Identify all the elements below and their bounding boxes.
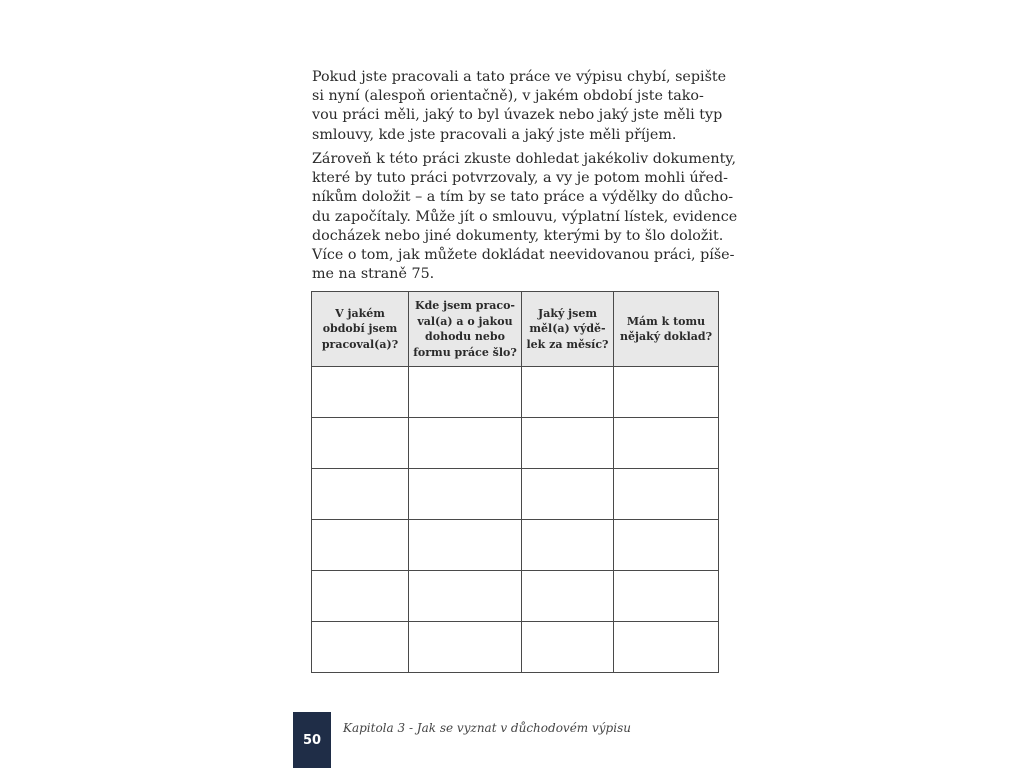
paragraph-line: Zároveň k této práci zkuste dohledat jakékoliv dokumenty, bbox=[312, 151, 737, 167]
documents-paragraph bbox=[312, 150, 738, 284]
table-cell[interactable] bbox=[614, 571, 719, 622]
table-cell[interactable] bbox=[614, 367, 719, 418]
table-cell[interactable] bbox=[409, 418, 522, 469]
intro-paragraph bbox=[312, 68, 727, 145]
table-cell[interactable] bbox=[522, 571, 614, 622]
work-history-table bbox=[311, 291, 719, 673]
paragraph-line: me na straně 75. bbox=[312, 266, 435, 283]
table-row bbox=[312, 571, 719, 622]
paragraph-line: níkům doložit – a tím by se tato práce a výdělky do důcho- bbox=[312, 189, 734, 206]
header-earnings: Jaký jsem měl(a) výdě- lek za měsíc? bbox=[522, 292, 614, 367]
table-row bbox=[312, 367, 719, 418]
table-cell[interactable] bbox=[614, 469, 719, 520]
table-cell[interactable] bbox=[522, 367, 614, 418]
paragraph-line: které by tuto práci potvrzovaly, a vy je potom mohli úřed- bbox=[312, 170, 728, 187]
table-header-row bbox=[312, 292, 719, 367]
table-cell[interactable] bbox=[409, 367, 522, 418]
table-cell[interactable] bbox=[409, 571, 522, 622]
paragraph-line: du započítaly. Může jít o smlouvu, výplatní lístek, evidence bbox=[312, 208, 738, 225]
table-cell[interactable] bbox=[312, 367, 409, 418]
table-cell[interactable] bbox=[522, 622, 614, 673]
table-cell[interactable] bbox=[522, 418, 614, 469]
table-cell[interactable] bbox=[614, 418, 719, 469]
table-cell[interactable] bbox=[312, 520, 409, 571]
table-cell[interactable] bbox=[614, 622, 719, 673]
table-cell[interactable] bbox=[522, 469, 614, 520]
header-period: V jakém období jsem pracoval(a)? bbox=[312, 292, 409, 367]
header-workplace: Kde jsem praco- val(a) a o jakou dohodu nebo formu práce šlo? bbox=[409, 292, 522, 367]
table-row bbox=[312, 622, 719, 673]
paragraph-line: smlouvy, kde jste pracovali a jaký jste měli příjem. bbox=[312, 126, 677, 143]
table-cell[interactable] bbox=[409, 622, 522, 673]
table-cell[interactable] bbox=[614, 520, 719, 571]
table-row bbox=[312, 418, 719, 469]
paragraph-line: vou práci měli, jaký to byl úvazek nebo jaký jste měli typ bbox=[312, 107, 723, 124]
table-row bbox=[312, 520, 719, 571]
table-cell[interactable] bbox=[409, 469, 522, 520]
table-cell[interactable] bbox=[409, 520, 522, 571]
table-cell[interactable] bbox=[522, 520, 614, 571]
paragraph-line: Pokud jste pracovali a tato práce ve výpisu chybí, sepište bbox=[312, 69, 727, 85]
table-cell[interactable] bbox=[312, 418, 409, 469]
paragraph-line: Více o tom, jak můžete dokládat neevidovanou práci, píše- bbox=[312, 247, 735, 264]
paragraph-line: docházek nebo jiné dokumenty, kterými by to šlo doložit. bbox=[312, 227, 724, 244]
table-row bbox=[312, 469, 719, 520]
table-cell[interactable] bbox=[312, 469, 409, 520]
table-cell[interactable] bbox=[312, 622, 409, 673]
table-cell[interactable] bbox=[312, 571, 409, 622]
chapter-title: Kapitola 3 - Jak se vyznat v důchodovém výpisu bbox=[343, 721, 631, 735]
paragraph-line: si nyní (alespoň orientačně), v jakém období jste tako- bbox=[312, 88, 704, 105]
page-number: 50 bbox=[302, 732, 322, 748]
header-proof: Mám k tomu nějaký doklad? bbox=[614, 292, 719, 367]
page-number-badge bbox=[293, 712, 331, 768]
